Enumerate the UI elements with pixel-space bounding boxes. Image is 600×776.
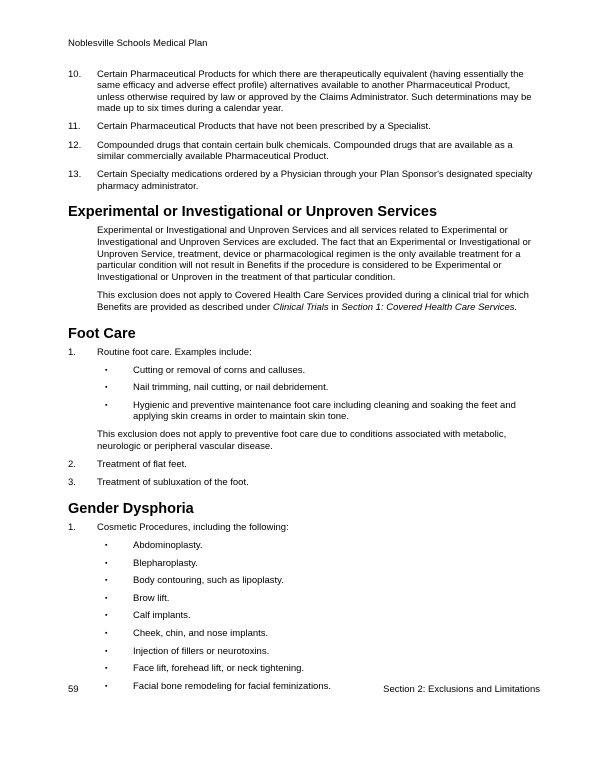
item-text: Treatment of flat feet. <box>97 459 187 471</box>
gender-dysphoria-item-1 <box>68 522 540 534</box>
footer-section-label: Section 2: Exclusions and Limitations <box>383 684 540 695</box>
experimental-paragraph: Experimental or Investigational and Unproven Services and all services related to Experimental or Investigational and Unproven Services are excluded. The fact that an Experimental or Investigational or Unproven Service, treatment, device or pharmacological regimen is the only available treatment for a particular condition will not result in Benefits if the procedure is considered to be Experimental or Investigational or Unproven in the treatment of that particular condition. <box>97 225 531 283</box>
bullet-icon: ▪ <box>105 401 108 409</box>
numbered-item-13 <box>68 169 540 192</box>
document-header-title: Noblesville Schools Medical Plan <box>68 38 208 49</box>
section-heading-gender-dysphoria: Gender Dysphoria <box>68 500 194 517</box>
bullet-text: Brow lift. <box>133 592 170 604</box>
bullet-icon: ▪ <box>105 612 108 620</box>
foot-care-note: This exclusion does not apply to preventive foot care due to conditions associated with metabolic, neurologic or peripheral vascular disease. <box>97 429 507 452</box>
item-text: Certain Pharmaceutical Products that have not been prescribed by a Specialist. <box>97 121 431 133</box>
bullet-icon: ▪ <box>105 665 108 673</box>
bullet-icon: ▪ <box>105 559 108 567</box>
gender-dysphoria-bullet-item <box>105 558 540 570</box>
item-number: 2. <box>68 459 76 471</box>
clinical-trial-note <box>97 290 540 313</box>
gender-dysphoria-bullet-item <box>105 628 540 640</box>
item-number: 1. <box>68 521 76 533</box>
gender-dysphoria-bullet-item <box>105 593 540 605</box>
section-heading-foot-care: Foot Care <box>68 325 136 342</box>
note-text-part1: This exclusion does not apply to Covered Health Care Services provided during a clinical trial for which Benefits are provided as described under <box>97 290 529 313</box>
clinical-trials-reference: Clinical Trials <box>272 302 329 313</box>
bullet-icon: ▪ <box>105 542 108 550</box>
bullet-icon: ▪ <box>105 594 108 602</box>
bullet-icon: ▪ <box>105 384 108 392</box>
numbered-item-11 <box>68 121 540 133</box>
item-text: Certain Specialty medications ordered by a Physician through your Plan Sponsor's designated specialty pharmacy administrator. <box>97 169 533 192</box>
numbered-item-10 <box>68 69 540 115</box>
foot-care-bullet-item <box>105 400 540 423</box>
bullet-icon: ▪ <box>105 577 108 585</box>
bullet-text: Face lift, forehead lift, or neck tightening. <box>133 663 305 675</box>
bullet-text: Calf implants. <box>133 610 191 622</box>
numbered-item-12 <box>68 140 540 163</box>
page-number: 59 <box>68 684 79 695</box>
bullet-text: Facial bone remodeling for facial feminizations. <box>133 680 332 692</box>
section1-reference: Section 1: Covered Health Care Services. <box>341 302 518 313</box>
item-text: Routine foot care. Examples include: <box>97 346 252 358</box>
foot-care-item-1 <box>68 347 540 359</box>
item-number: 10. <box>68 68 82 80</box>
bullet-text: Abdominoplasty. <box>133 540 203 552</box>
section-heading-experimental: Experimental or Investigational or Unproven Services <box>68 204 438 221</box>
bullet-icon: ▪ <box>105 366 108 374</box>
bullet-text: Nail trimming, nail cutting, or nail debridement. <box>133 382 329 394</box>
item-text: Compounded drugs that contain certain bulk chemicals. Compounded drugs that are available as a similar commercially available Pharmaceutical Product. <box>97 139 513 163</box>
item-number: 13. <box>68 169 82 181</box>
bullet-text: Body contouring, such as lipoplasty. <box>133 575 284 587</box>
gender-dysphoria-bullet-item <box>105 575 540 587</box>
item-text: Certain Pharmaceutical Products for which there are therapeutically equivalent (having essentially the same efficacy and adverse effect profile) alternatives available to another Pharmaceutical Product, unless otherwise required by law or approved by the Claims Administrator. Such determinations may be made up to six times during a calendar year. <box>97 68 532 115</box>
page-content <box>68 38 540 698</box>
bullet-icon: ▪ <box>105 630 108 637</box>
foot-care-bullet-item <box>105 382 540 394</box>
gender-dysphoria-bullet-item <box>105 610 540 622</box>
foot-care-bullet-item <box>105 365 540 377</box>
item-number: 12. <box>68 139 82 151</box>
foot-care-item-2 <box>68 459 540 471</box>
bullet-icon: ▪ <box>105 682 108 690</box>
bullet-text: Injection of fillers or neurotoxins. <box>133 645 270 657</box>
page-footer <box>68 684 540 696</box>
bullet-text: Hygienic and preventive maintenance foot care including cleaning and soaking the feet and applying skin creams in order to maintain skin tone. <box>133 399 516 423</box>
foot-care-item-3 <box>68 477 540 489</box>
bullet-text: Cutting or removal of corns and calluses. <box>133 364 306 376</box>
gender-dysphoria-bullet-item <box>105 540 540 552</box>
note-text-part2: in <box>328 302 342 313</box>
gender-dysphoria-bullet-item <box>105 646 540 658</box>
item-number: 1. <box>68 346 76 358</box>
bullet-icon: ▪ <box>105 647 108 655</box>
gender-dysphoria-bullet-item <box>105 663 540 675</box>
item-number: 11. <box>68 121 81 133</box>
item-text: Cosmetic Procedures, including the following: <box>97 521 289 533</box>
bullet-text: Blepharoplasty. <box>133 557 198 569</box>
item-text: Treatment of subluxation of the foot. <box>97 477 249 489</box>
item-number: 3. <box>68 477 76 489</box>
bullet-text: Cheek, chin, and nose implants. <box>133 628 269 639</box>
